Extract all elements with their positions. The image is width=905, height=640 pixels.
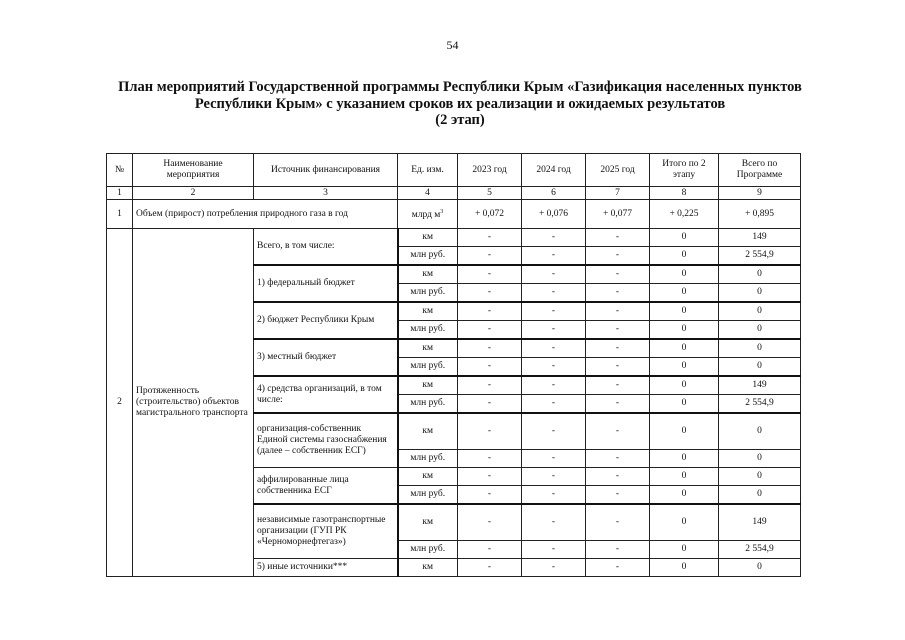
value-cell: - xyxy=(458,559,522,577)
value-cell: - xyxy=(458,247,522,266)
value-cell: 0 xyxy=(650,358,719,377)
value-cell: 0 xyxy=(719,450,801,468)
unit-cell: млн руб. xyxy=(398,321,458,340)
value-cell: 0 xyxy=(650,302,719,321)
value-cell: 0 xyxy=(650,247,719,266)
value-cell: - xyxy=(586,413,650,450)
value-cell: - xyxy=(458,229,522,247)
value-cell: 2 554,9 xyxy=(719,247,801,266)
value-cell: 0 xyxy=(650,229,719,247)
value-cell: 0 xyxy=(719,321,801,340)
column-number: 7 xyxy=(586,187,650,200)
value-cell: 0 xyxy=(650,339,719,358)
unit-cell: млн руб. xyxy=(398,450,458,468)
title-line-2: Республики Крым» с указанием сроков их реализации и ожидаемых результатов xyxy=(194,95,726,112)
value-cell: - xyxy=(586,358,650,377)
source-label: организация-собственник Единой системы газоснабжения (далее – собственник ЕСГ) xyxy=(254,413,398,468)
value-cell: - xyxy=(586,229,650,247)
value-cell: 0 xyxy=(650,265,719,284)
value-cell: 2 554,9 xyxy=(719,395,801,414)
value-cell: - xyxy=(458,468,522,486)
value-cell: - xyxy=(586,284,650,303)
value-cell: - xyxy=(586,504,650,541)
value-cell: 0 xyxy=(650,504,719,541)
header-cell: № xyxy=(107,154,133,187)
unit-cell: км xyxy=(398,559,458,577)
unit-cell: млн руб. xyxy=(398,395,458,414)
source-label: 2) бюджет Республики Крым xyxy=(254,302,398,339)
value-cell: 0 xyxy=(650,413,719,450)
unit-cell: км xyxy=(398,376,458,395)
value-cell: 0 xyxy=(650,486,719,505)
plan-table xyxy=(106,153,801,577)
value-cell: + 0,077 xyxy=(586,200,650,229)
row-name: Протяженность (строительство) объектов магистрального транспорта xyxy=(133,229,254,577)
value-cell: - xyxy=(522,321,586,340)
value-cell: 0 xyxy=(719,284,801,303)
header-cell: Итого по 2 этапу xyxy=(650,154,719,187)
header-cell: Ед. изм. xyxy=(398,154,458,187)
column-number: 8 xyxy=(650,187,719,200)
value-cell: 149 xyxy=(719,504,801,541)
value-cell: 0 xyxy=(719,265,801,284)
value-cell: - xyxy=(522,413,586,450)
value-cell: 0 xyxy=(719,468,801,486)
value-cell: 0 xyxy=(719,339,801,358)
title-line-1: План мероприятий Государственной программы Республики Крым «Газификация населенных пунктов xyxy=(118,79,802,95)
header-cell: Наименование мероприятия xyxy=(133,154,254,187)
value-cell: 0 xyxy=(719,559,801,577)
unit-cell: км xyxy=(398,229,458,247)
value-cell: - xyxy=(458,413,522,450)
value-cell: 0 xyxy=(719,486,801,505)
unit-cell xyxy=(398,200,458,229)
value-cell: 0 xyxy=(650,284,719,303)
header-row xyxy=(107,154,801,187)
value-cell: 0 xyxy=(719,358,801,377)
value-cell: - xyxy=(458,358,522,377)
unit-cell: км xyxy=(398,468,458,486)
value-cell: + 0,076 xyxy=(522,200,586,229)
value-cell: - xyxy=(458,339,522,358)
value-cell: 0 xyxy=(650,450,719,468)
value-cell: - xyxy=(522,486,586,505)
column-number: 9 xyxy=(719,187,801,200)
value-cell: - xyxy=(458,486,522,505)
table-row xyxy=(107,229,801,247)
value-cell: 0 xyxy=(650,376,719,395)
value-cell: - xyxy=(522,450,586,468)
unit-cell: млн руб. xyxy=(398,486,458,505)
value-cell: - xyxy=(458,321,522,340)
source-label: 1) федеральный бюджет xyxy=(254,265,398,302)
unit-cell: млн руб. xyxy=(398,247,458,266)
value-cell: - xyxy=(522,541,586,559)
unit-cell: км xyxy=(398,302,458,321)
source-label: аффилированные лица собственника ЕСГ xyxy=(254,468,398,505)
value-cell: 0 xyxy=(650,321,719,340)
column-number: 4 xyxy=(398,187,458,200)
unit-cell: км xyxy=(398,413,458,450)
value-cell: 0 xyxy=(650,541,719,559)
unit-cell: млн руб. xyxy=(398,541,458,559)
unit-superscript: 3 xyxy=(440,208,444,215)
page-number: 54 xyxy=(446,38,459,52)
column-number: 5 xyxy=(458,187,522,200)
value-cell: - xyxy=(522,284,586,303)
row-number: 2 xyxy=(107,229,133,577)
value-cell: - xyxy=(586,541,650,559)
value-cell: - xyxy=(586,395,650,414)
value-cell: - xyxy=(458,376,522,395)
unit-cell: км xyxy=(398,504,458,541)
value-cell: - xyxy=(522,358,586,377)
value-cell: - xyxy=(586,468,650,486)
unit-cell: млн руб. xyxy=(398,284,458,303)
unit-text: млрд м xyxy=(411,210,441,221)
value-cell: 0 xyxy=(719,413,801,450)
document-title xyxy=(60,79,860,129)
column-number: 6 xyxy=(522,187,586,200)
value-cell: + 0,072 xyxy=(458,200,522,229)
value-cell: - xyxy=(458,541,522,559)
column-number-row xyxy=(107,187,801,200)
value-cell: - xyxy=(458,450,522,468)
value-cell: 0 xyxy=(650,395,719,414)
value-cell: - xyxy=(522,395,586,414)
value-cell: - xyxy=(458,302,522,321)
header-cell: Источник финансирования xyxy=(254,154,398,187)
value-cell: - xyxy=(458,504,522,541)
row-number: 1 xyxy=(107,200,133,229)
value-cell: - xyxy=(522,302,586,321)
value-cell: - xyxy=(522,229,586,247)
value-cell: - xyxy=(522,265,586,284)
value-cell: - xyxy=(586,321,650,340)
header-cell: 2024 год xyxy=(522,154,586,187)
value-cell: 149 xyxy=(719,376,801,395)
unit-cell: км xyxy=(398,265,458,284)
source-label: 5) иные источники*** xyxy=(254,559,398,577)
unit-cell: млн руб. xyxy=(398,358,458,377)
value-cell: - xyxy=(458,284,522,303)
source-label: 3) местный бюджет xyxy=(254,339,398,376)
value-cell: 2 554,9 xyxy=(719,541,801,559)
value-cell: + 0,895 xyxy=(719,200,801,229)
value-cell: - xyxy=(586,559,650,577)
value-cell: - xyxy=(522,504,586,541)
title-line-3: (2 этап) xyxy=(435,112,485,128)
value-cell: - xyxy=(522,339,586,358)
source-label: Всего, в том числе: xyxy=(254,229,398,266)
value-cell: - xyxy=(586,450,650,468)
value-cell: - xyxy=(458,395,522,414)
column-number: 1 xyxy=(107,187,133,200)
value-cell: - xyxy=(522,376,586,395)
unit-cell: км xyxy=(398,339,458,358)
value-cell: - xyxy=(458,265,522,284)
value-cell: 0 xyxy=(650,468,719,486)
value-cell: 149 xyxy=(719,229,801,247)
source-label: 4) средства организаций, в том числе: xyxy=(254,376,398,413)
value-cell: - xyxy=(586,376,650,395)
value-cell: + 0,225 xyxy=(650,200,719,229)
value-cell: - xyxy=(522,559,586,577)
value-cell: 0 xyxy=(650,559,719,577)
column-number: 2 xyxy=(133,187,254,200)
column-number: 3 xyxy=(254,187,398,200)
header-cell: Всего по Программе xyxy=(719,154,801,187)
value-cell: - xyxy=(522,468,586,486)
value-cell: - xyxy=(522,247,586,266)
table-row-gas-consumption xyxy=(107,200,801,229)
value-cell: - xyxy=(586,302,650,321)
source-label: независимые газотранспортные организации (ГУП РК «Черноморнефтегаз») xyxy=(254,504,398,559)
value-cell: - xyxy=(586,265,650,284)
header-cell: 2025 год xyxy=(586,154,650,187)
value-cell: - xyxy=(586,486,650,505)
value-cell: - xyxy=(586,339,650,358)
value-cell: - xyxy=(586,247,650,266)
row-name: Объем (прирост) потребления природного газа в год xyxy=(133,200,398,229)
header-cell: 2023 год xyxy=(458,154,522,187)
value-cell: 0 xyxy=(719,302,801,321)
